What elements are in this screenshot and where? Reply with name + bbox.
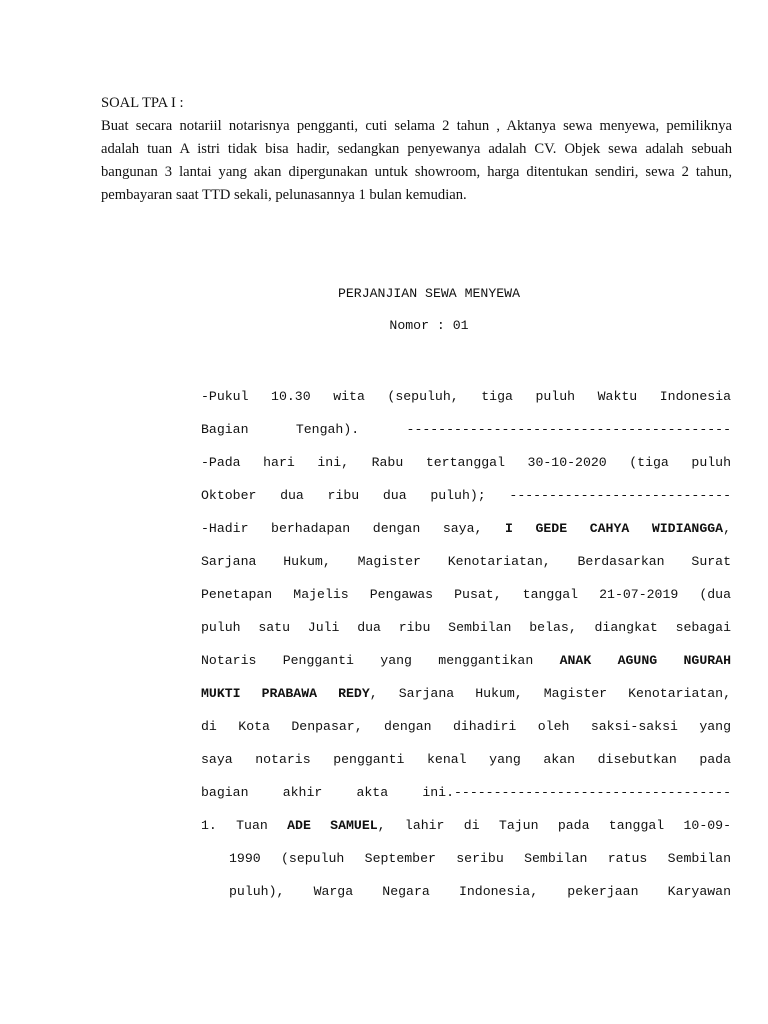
- deed-line: [201, 677, 731, 710]
- deed-line: 1990 (sepuluh September seribu Sembilan ratus Sembilan: [229, 851, 731, 866]
- exam-question: [101, 92, 732, 207]
- deed-line: -Pukul 10.30 wita (sepuluh, tiga puluh Waktu Indonesia: [201, 389, 731, 404]
- deed-line: -Pada hari ini, Rabu tertanggal 30-10-2020 (tiga puluh: [201, 455, 731, 470]
- deed-line: [201, 512, 731, 545]
- exam-question-line: bangunan 3 lantai yang akan dipergunakan untuk showroom, harga ditentukan sendiri, sewa 2 tahun,: [101, 164, 732, 180]
- replaced-notary-name: MUKTI PRABAWA REDY: [201, 686, 370, 701]
- deed-text: Notaris Pengganti yang menggantikan: [201, 653, 560, 668]
- deed-body: [201, 380, 731, 908]
- deed-text: 1. Tuan: [201, 818, 288, 833]
- deed-line: [201, 809, 731, 842]
- deed-title: PERJANJIAN SEWA MENYEWA: [337, 286, 521, 301]
- deed-number: Nomor : 01: [389, 318, 469, 333]
- deed-line: Penetapan Majelis Pengawas Pusat, tanggal 21-07-2019 (dua: [201, 587, 731, 602]
- deed-text: -Hadir berhadapan dengan saya,: [201, 521, 505, 536]
- deed-line: Oktober dua ribu dua puluh); ----------------------------: [201, 488, 731, 503]
- exam-question-title: SOAL TPA I :: [101, 95, 184, 111]
- exam-question-line: adalah tuan A istri tidak bisa hadir, sedangkan penyewanya adalah CV. Objek sewa adalah sebuah: [101, 141, 732, 157]
- exam-question-line: pembayaran saat TTD sekali, pelunasannya 1 bulan kemudian.: [101, 187, 467, 203]
- deed-line: [201, 644, 731, 677]
- deed-line: puluh), Warga Negara Indonesia, pekerjaan Karyawan: [229, 884, 731, 899]
- deed-line: puluh satu Juli dua ribu Sembilan belas, diangkat sebagai: [201, 620, 731, 635]
- deed-line: saya notaris pengganti kenal yang akan disebutkan pada: [201, 752, 731, 767]
- exam-question-text: [101, 115, 732, 207]
- deed-line: Sarjana Hukum, Magister Kenotariatan, Berdasarkan Surat: [201, 554, 731, 569]
- deed-text: , Sarjana Hukum, Magister Kenotariatan,: [369, 686, 731, 701]
- deed-line: Bagian Tengah). -----------------------------------------: [201, 422, 731, 437]
- deed-line: di Kota Denpasar, dengan dihadiri oleh saksi-saksi yang: [201, 719, 731, 734]
- deed-text: ,: [723, 521, 731, 536]
- replaced-notary-name: ANAK AGUNG NGURAH: [559, 653, 731, 668]
- notary-name: I GEDE CAHYA WIDIANGGA: [504, 521, 724, 536]
- deed-text: , lahir di Tajun pada tanggal 10-09-: [377, 818, 731, 833]
- deed-line: bagian akhir akta ini.-----------------------------------: [201, 785, 731, 800]
- party-name: ADE SAMUEL: [287, 818, 378, 833]
- exam-question-line: Buat secara notariil notarisnya pengganti, cuti selama 2 tahun , Aktanya sewa menyewa, pemiliknya: [101, 118, 732, 134]
